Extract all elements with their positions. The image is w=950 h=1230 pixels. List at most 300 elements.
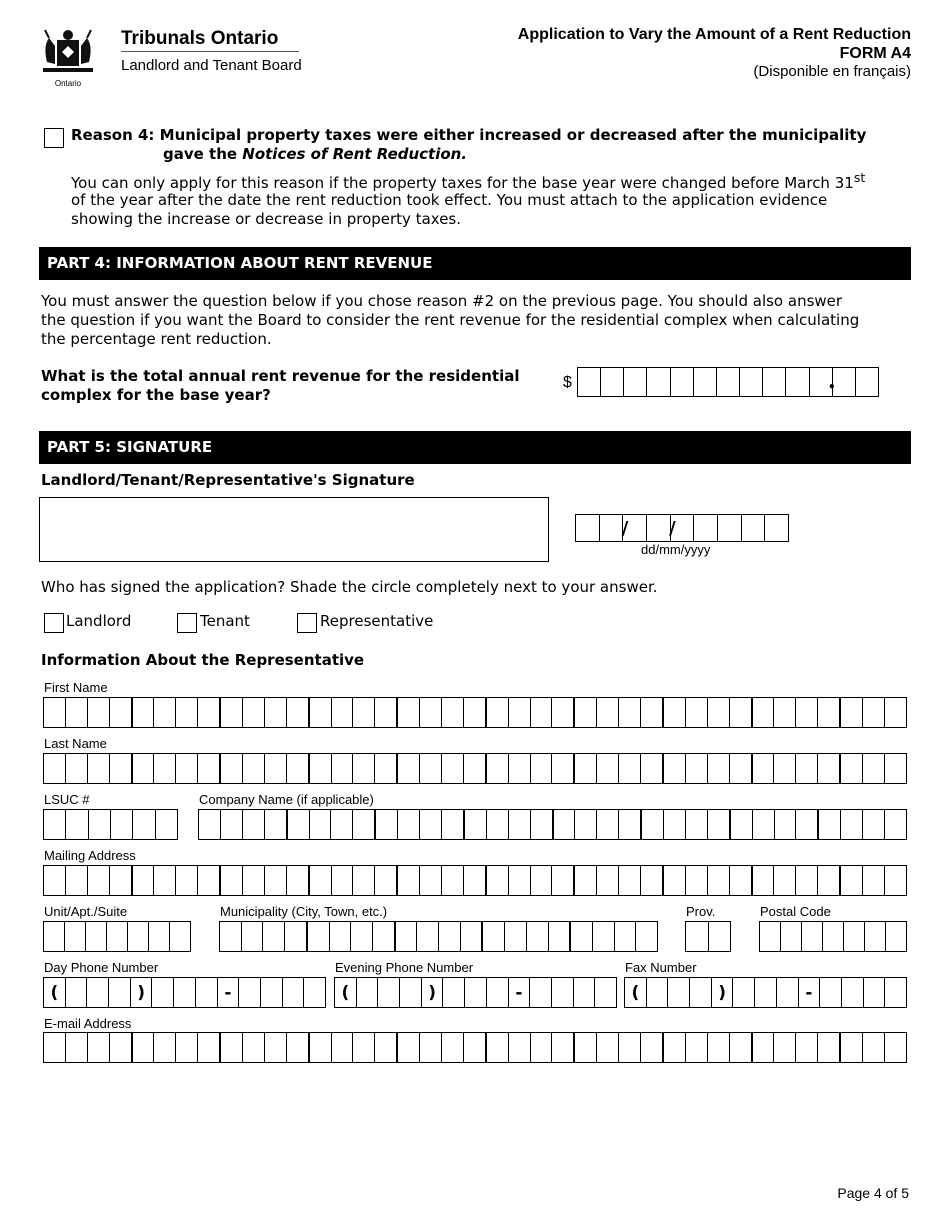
reason-4-body-line1: [71, 168, 865, 193]
char-box: [641, 1033, 664, 1062]
char-box: [753, 698, 775, 727]
char-box: [531, 698, 553, 727]
char-box: [842, 978, 864, 1007]
char-box: [641, 754, 664, 783]
char-box: [841, 754, 863, 783]
phone-separator-glyph: (: [50, 982, 59, 1003]
rent-revenue-question-line2: complex for the base year?: [41, 386, 271, 404]
part-4-text-line1: You must answer the question below if you chose reason #2 on the previous page. You should also answer: [41, 292, 843, 310]
char-box: [487, 866, 509, 895]
char-box: [221, 1033, 243, 1062]
char-box: [154, 754, 176, 783]
char-box: [863, 1033, 885, 1062]
form-title: Application to Vary the Amount of a Rent Reduction: [517, 26, 911, 43]
char-box: [221, 866, 243, 895]
province-input[interactable]: [685, 921, 731, 952]
char-box: [44, 922, 65, 951]
char-box: [310, 810, 332, 839]
char-box: [373, 922, 396, 951]
char-box: [775, 810, 797, 839]
char-box: [686, 754, 708, 783]
char-box: [708, 754, 730, 783]
char-box: [154, 698, 176, 727]
char-box: [442, 1033, 464, 1062]
email-input[interactable]: [43, 1032, 907, 1063]
char-box: [154, 1033, 176, 1062]
char-box: [287, 754, 310, 783]
char-box: [420, 866, 442, 895]
char-box: [353, 1033, 375, 1062]
char-box: [552, 866, 575, 895]
char-box: [287, 866, 310, 895]
char-box: [571, 922, 593, 951]
char-box: [400, 978, 422, 1007]
char-box: [595, 978, 617, 1007]
char-box: [442, 810, 465, 839]
char-box: [261, 978, 283, 1007]
char-box: [265, 698, 287, 727]
char-box: [86, 922, 107, 951]
fax-label: Fax Number: [625, 960, 697, 975]
char-box: [357, 978, 379, 1007]
char-box: [110, 754, 133, 783]
fax-input[interactable]: [624, 977, 907, 1008]
char-box: [487, 978, 509, 1007]
char-box: [376, 810, 398, 839]
char-box: [487, 698, 509, 727]
header-divider: [121, 51, 299, 52]
char-box: [109, 978, 131, 1007]
municipality-label: Municipality (City, Town, etc.): [220, 904, 388, 919]
char-box: [464, 866, 487, 895]
reason-4-title-italic: Notices of Rent Reduction.: [242, 145, 468, 163]
postal-code-label: Postal Code: [760, 904, 831, 919]
char-box: [174, 978, 196, 1007]
char-box: [552, 754, 575, 783]
char-box: [549, 922, 572, 951]
char-box: [619, 810, 642, 839]
part-5-heading: PART 5: SIGNATURE: [39, 431, 911, 464]
logo-caption: Ontario: [54, 79, 82, 88]
char-box: [487, 1033, 509, 1062]
char-box: [310, 754, 332, 783]
char-box: [283, 978, 305, 1007]
currency-symbol: $: [563, 374, 572, 391]
ontario-coat-of-arms-logo: [35, 26, 101, 92]
char-box: [66, 866, 88, 895]
form-language-note: (Disponible en français): [753, 63, 911, 80]
char-box: [88, 866, 110, 895]
char-box: [597, 810, 619, 839]
char-box: [461, 922, 484, 951]
municipality-input[interactable]: [219, 921, 658, 952]
char-box: [668, 978, 690, 1007]
part-4-heading: PART 4: INFORMATION ABOUT RENT REVENUE: [39, 247, 911, 280]
char-box: [708, 698, 730, 727]
lsuc-input[interactable]: [43, 809, 178, 840]
char-box: [239, 978, 261, 1007]
char-box: [575, 754, 597, 783]
char-box: [753, 866, 775, 895]
char-box: [420, 754, 442, 783]
char-box: [442, 866, 464, 895]
char-box: [619, 1033, 641, 1062]
signature-date-input[interactable]: [575, 514, 789, 542]
char-box: [439, 922, 461, 951]
char-box: [641, 698, 664, 727]
representative-checkbox[interactable]: [297, 613, 317, 633]
char-box: [636, 922, 658, 951]
char-box: [509, 1033, 531, 1062]
char-box: [781, 922, 802, 951]
char-box: [220, 922, 242, 951]
char-box: [575, 1033, 597, 1062]
char-box: [818, 754, 841, 783]
char-box: [575, 866, 597, 895]
char-box: [375, 698, 398, 727]
char-box: [554, 810, 576, 839]
tenant-checkbox[interactable]: [177, 613, 197, 633]
char-box: [483, 922, 505, 951]
char-box: [531, 866, 553, 895]
signature-box[interactable]: [39, 497, 549, 562]
char-box: [335, 978, 357, 1007]
char-box: [708, 810, 731, 839]
char-box: [597, 754, 619, 783]
char-box: [712, 978, 734, 1007]
char-box: [686, 922, 709, 951]
evening-phone-input[interactable]: [334, 977, 617, 1008]
province-label: Prov.: [686, 904, 716, 919]
char-box: [796, 698, 818, 727]
char-box: [88, 1033, 110, 1062]
char-box: [304, 978, 326, 1007]
lsuc-label: LSUC #: [44, 792, 90, 807]
char-box: [243, 810, 265, 839]
char-box: [133, 866, 155, 895]
char-box: [110, 698, 133, 727]
char-box: [841, 810, 863, 839]
char-box: [552, 698, 575, 727]
char-box: [863, 866, 885, 895]
char-box: [111, 810, 133, 839]
postal-code-input[interactable]: [759, 921, 907, 952]
char-box: [664, 698, 686, 727]
char-box: [65, 922, 86, 951]
char-box: [885, 698, 907, 727]
char-box: [87, 978, 109, 1007]
char-box: [265, 866, 287, 895]
reason-4-checkbox[interactable]: [44, 128, 64, 148]
char-box: [597, 698, 619, 727]
char-box: [199, 810, 221, 839]
char-box: [218, 978, 240, 1007]
char-box: [378, 978, 400, 1007]
char-box: [575, 698, 597, 727]
char-box: [530, 978, 552, 1007]
char-box: [265, 810, 288, 839]
char-box: [841, 698, 863, 727]
phone-separator-glyph: ): [137, 982, 145, 1003]
char-box: [863, 754, 885, 783]
char-box: [107, 922, 128, 951]
char-box: [263, 922, 285, 951]
char-box: [690, 978, 712, 1007]
char-box: [686, 866, 708, 895]
char-box: [625, 978, 647, 1007]
char-box: [885, 866, 907, 895]
char-box: [509, 754, 531, 783]
char-box: [531, 754, 553, 783]
reason-4-body-line3: showing the increase or decrease in property taxes.: [71, 210, 462, 228]
char-box: [844, 922, 865, 951]
char-box: [420, 1033, 442, 1062]
char-box: [265, 754, 287, 783]
char-box: [509, 698, 531, 727]
org-subtitle: Landlord and Tenant Board: [121, 57, 302, 74]
char-box: [176, 698, 198, 727]
char-box: [242, 922, 264, 951]
char-box: [221, 698, 243, 727]
char-box: [505, 922, 527, 951]
char-box: [552, 978, 574, 1007]
email-label: E-mail Address: [44, 1016, 132, 1031]
char-box: [66, 810, 88, 839]
char-box: [509, 866, 531, 895]
char-box: [198, 698, 221, 727]
char-box: [196, 978, 218, 1007]
phone-separator-glyph: ): [428, 982, 436, 1003]
char-box: [619, 698, 641, 727]
char-box: [796, 754, 818, 783]
char-box: [796, 810, 819, 839]
char-box: [442, 754, 464, 783]
mailing-address-input[interactable]: [43, 865, 907, 896]
char-box: [730, 1033, 753, 1062]
char-box: [332, 754, 354, 783]
char-box: [149, 922, 170, 951]
char-box: [753, 1033, 775, 1062]
char-box: [753, 810, 775, 839]
char-box: [375, 754, 398, 783]
char-box: [760, 922, 781, 951]
char-box: [885, 978, 907, 1007]
char-box: [398, 1033, 420, 1062]
unit-input[interactable]: [43, 921, 191, 952]
char-box: [176, 1033, 198, 1062]
char-box: [133, 810, 155, 839]
char-box: [619, 866, 641, 895]
phone-separator-glyph: -: [515, 982, 523, 1003]
tenant-option-label: Tenant: [200, 612, 250, 630]
phone-separator-glyph: ): [718, 982, 726, 1003]
char-box: [509, 810, 531, 839]
signature-label: Landlord/Tenant/Representative's Signature: [41, 471, 415, 489]
char-box: [864, 978, 886, 1007]
char-box: [799, 978, 821, 1007]
mailing-address-label: Mailing Address: [44, 848, 136, 863]
char-box: [88, 698, 110, 727]
char-box: [198, 754, 221, 783]
char-box: [285, 922, 308, 951]
form-code: FORM A4: [839, 45, 911, 62]
char-box: [221, 754, 243, 783]
last-name-input[interactable]: [43, 753, 907, 784]
char-box: [308, 922, 330, 951]
char-box: [44, 754, 66, 783]
char-box: [243, 754, 265, 783]
char-box: [841, 1033, 863, 1062]
char-box: [221, 810, 243, 839]
char-box: [818, 698, 841, 727]
char-box: [642, 810, 664, 839]
char-box: [243, 698, 265, 727]
char-box: [133, 698, 155, 727]
char-box: [131, 978, 153, 1007]
char-box: [128, 922, 149, 951]
representative-option-label: Representative: [320, 612, 434, 630]
char-box: [44, 810, 66, 839]
char-box: [375, 866, 398, 895]
decimal-point: •: [828, 380, 836, 394]
who-signed-question: Who has signed the application? Shade the circle completely next to your answer.: [41, 578, 658, 596]
rent-revenue-input[interactable]: [577, 367, 879, 397]
reason-4-body-text: You can only apply for this reason if the property taxes for the base year were changed before March 31: [71, 174, 854, 192]
first-name-label: First Name: [44, 680, 108, 695]
char-box: [398, 698, 420, 727]
char-box: [442, 698, 464, 727]
page-number: Page 4 of 5: [837, 1185, 909, 1201]
char-box: [841, 866, 863, 895]
char-box: [353, 754, 375, 783]
char-box: [708, 866, 730, 895]
char-box: [664, 1033, 686, 1062]
unit-label: Unit/Apt./Suite: [44, 904, 128, 919]
phone-separator-glyph: (: [631, 982, 640, 1003]
char-box: [686, 1033, 708, 1062]
char-box: [823, 922, 844, 951]
char-box: [287, 1033, 310, 1062]
reason-4-title-line2: [163, 145, 467, 164]
char-box: [398, 810, 420, 839]
char-box: [44, 1033, 66, 1062]
char-box: [774, 1033, 796, 1062]
char-box: [156, 810, 178, 839]
char-box: [66, 754, 88, 783]
char-box: [110, 866, 133, 895]
char-box: [615, 922, 637, 951]
char-box: [465, 810, 487, 839]
phone-separator-glyph: -: [805, 982, 813, 1003]
representative-info-heading: Information About the Representative: [41, 651, 365, 669]
char-box: [398, 754, 420, 783]
char-box: [422, 978, 444, 1007]
char-box: [731, 810, 753, 839]
last-name-label: Last Name: [44, 736, 107, 751]
company-name-label: Company Name (if applicable): [199, 792, 374, 807]
char-box: [647, 978, 669, 1007]
char-box: [730, 866, 753, 895]
char-box: [796, 1033, 818, 1062]
char-box: [802, 922, 823, 951]
company-name-input[interactable]: [198, 809, 907, 840]
char-box: [641, 866, 664, 895]
char-box: [885, 754, 907, 783]
char-box: [777, 978, 799, 1007]
char-box: [487, 754, 509, 783]
reason-4-body-sup: st: [853, 170, 866, 185]
char-box: [730, 754, 753, 783]
char-box: [154, 866, 176, 895]
char-box: [353, 810, 376, 839]
char-box: [818, 866, 841, 895]
char-box: [133, 1033, 155, 1062]
char-box: [708, 1033, 730, 1062]
day-phone-input[interactable]: [43, 977, 326, 1008]
day-phone-label: Day Phone Number: [44, 960, 159, 975]
char-box: [396, 922, 418, 951]
char-box: [863, 698, 885, 727]
char-box: [398, 866, 420, 895]
char-box: [619, 754, 641, 783]
char-box: [310, 1033, 332, 1062]
char-box: [531, 810, 554, 839]
char-box: [310, 698, 332, 727]
landlord-checkbox[interactable]: [44, 613, 64, 633]
date-slash-1: /: [621, 517, 629, 539]
char-box: [464, 754, 487, 783]
part-4-text-line2: the question if you want the Board to consider the rent revenue for the residential complex when calculating: [41, 311, 860, 329]
rent-revenue-question-line1: What is the total annual rent revenue for the residential: [41, 367, 520, 385]
landlord-option-label: Landlord: [66, 612, 132, 630]
char-box: [88, 754, 110, 783]
char-box: [420, 810, 442, 839]
char-box: [575, 810, 597, 839]
reason-4-body-line2: of the year after the date the rent reduction took effect. You must attach to the application evidence: [71, 191, 828, 209]
char-box: [686, 810, 708, 839]
char-box: [133, 754, 155, 783]
char-box: [66, 698, 88, 727]
date-slash-2: /: [669, 517, 676, 539]
char-box: [774, 866, 796, 895]
char-box: [44, 978, 66, 1007]
char-box: [288, 810, 310, 839]
char-box: [863, 810, 885, 839]
first-name-input[interactable]: [43, 697, 907, 728]
part-4-text-line3: the percentage rent reduction.: [41, 330, 272, 348]
char-box: [774, 754, 796, 783]
char-box: [176, 754, 198, 783]
char-box: [885, 810, 907, 839]
char-box: [552, 1033, 575, 1062]
char-box: [820, 978, 842, 1007]
char-box: [774, 698, 796, 727]
char-box: [509, 978, 531, 1007]
char-box: [44, 698, 66, 727]
char-box: [818, 1033, 841, 1062]
char-box: [420, 698, 442, 727]
char-box: [465, 978, 487, 1007]
char-box: [443, 978, 465, 1007]
char-box: [417, 922, 439, 951]
org-name: Tribunals Ontario: [121, 28, 279, 49]
char-box: [531, 1033, 553, 1062]
char-box: [487, 810, 509, 839]
char-box: [66, 978, 88, 1007]
char-box: [330, 922, 352, 951]
char-box: [527, 922, 549, 951]
char-box: [709, 922, 732, 951]
